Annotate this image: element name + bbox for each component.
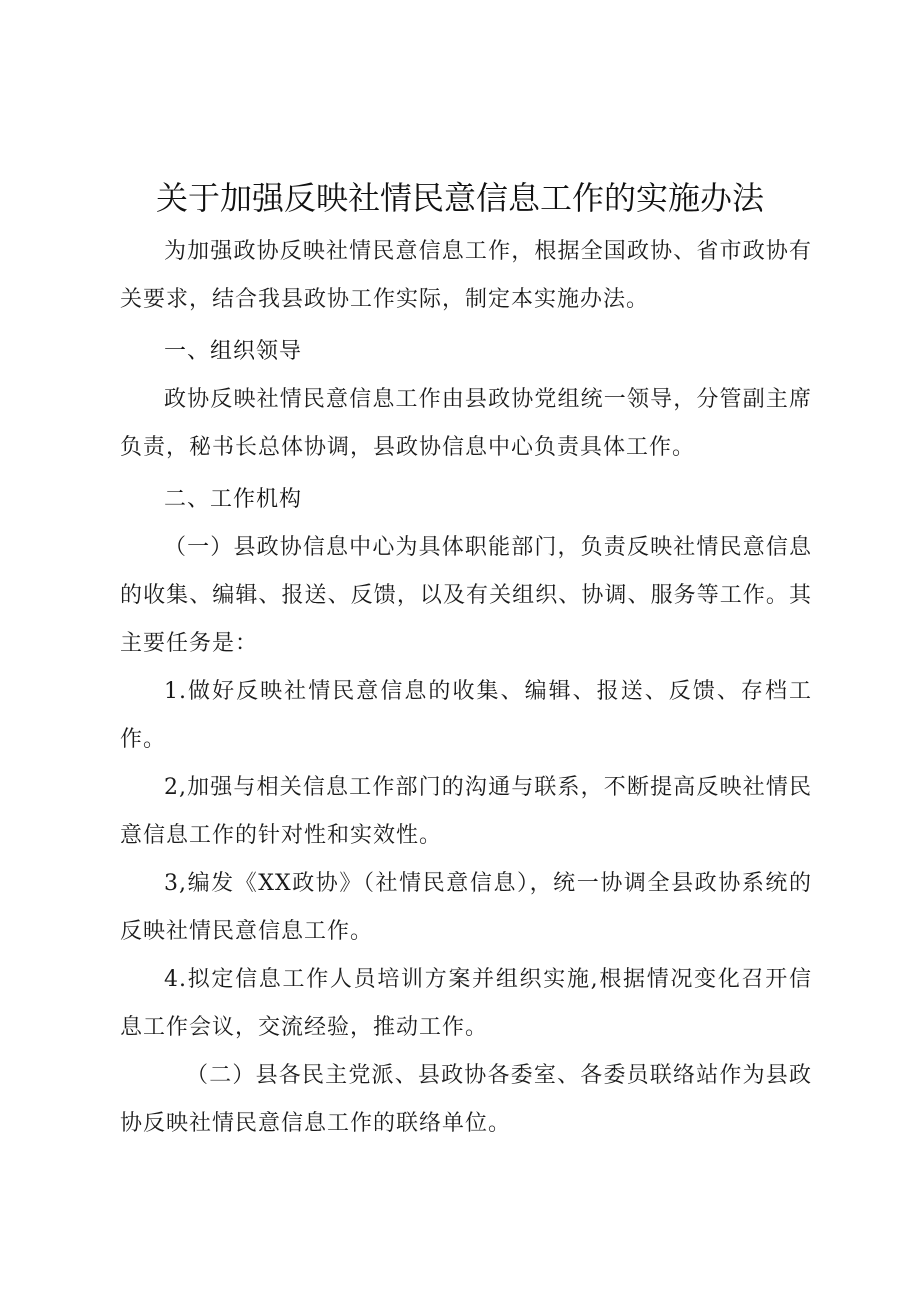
organization-paragraph: 政协反映社情民意信息工作由县政协党组统一领导，分管副主席负责，秘书长总体协调，县政协信息中心负责具体工作。 <box>120 387 812 460</box>
structure-paragraph-1: （一）县政协信息中心为具体职能部门，负责反映社情民意信息的收集、编辑、报送、反馈，以及有关组织、协调、服务等工作。其主要任务是： <box>120 535 812 656</box>
task-item-3: 3,编发《XX政协》（社情民意信息），统一协调全县政协系统的反映社情民意信息工作。 <box>120 871 812 944</box>
document-title: 关于加强反映社情民意信息工作的实施办法 <box>155 179 764 217</box>
task-item-4: 4.拟定信息工作人员培训方案并组织实施,根据情况变化召开信息工作会议，交流经验，推动工作。 <box>120 967 812 1040</box>
task-item-1: 1.做好反映社情民意信息的收集、编辑、报送、反馈、存档工作。 <box>120 679 812 752</box>
section-heading-organization: 一、组织领导 <box>164 339 303 364</box>
intro-paragraph: 为加强政协反映社情民意信息工作，根据全国政协、省市政协有关要求，结合我县政协工作实际，制定本实施办法。 <box>120 239 812 312</box>
document-body <box>120 228 812 1148</box>
structure-paragraph-2: （二）县各民主党派、县政协各委室、各委员联络站作为县政协反映社情民意信息工作的联络单位。 <box>120 1063 812 1136</box>
task-item-2: 2,加强与相关信息工作部门的沟通与联系，不断提高反映社情民意信息工作的针对性和实效性。 <box>120 775 812 848</box>
section-heading-structure: 二、工作机构 <box>164 487 303 512</box>
